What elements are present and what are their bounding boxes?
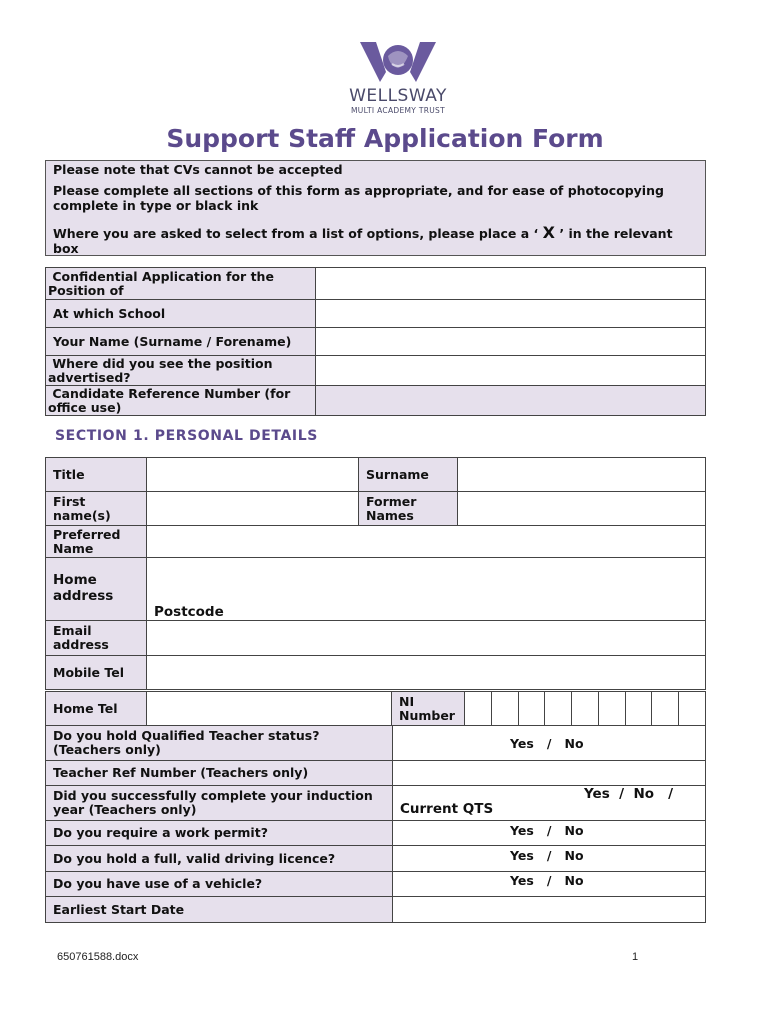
note-select-1: Where you are asked to select from a list of options, please place a ‘ X ’ in the relevant	[53, 223, 673, 242]
teacher-ref-field[interactable]	[393, 761, 706, 786]
vehicle-label: Do you have use of a vehicle?	[46, 872, 393, 897]
position-label: Confidential Application for the Position of	[46, 268, 316, 300]
logo-wordmark: WELLSWAY	[349, 86, 447, 106]
wellsway-w-icon	[358, 38, 438, 84]
school-label: At which School	[46, 300, 316, 328]
ni-box-1[interactable]	[465, 692, 492, 726]
note-complete-2: complete in type or black ink	[53, 198, 259, 213]
former-names-label: Former Names	[359, 492, 458, 526]
surname-field[interactable]	[458, 458, 706, 492]
start-date-label: Earliest Start Date	[46, 897, 393, 923]
personal-details-table	[45, 457, 706, 690]
advertised-label: Where did you see the position advertised?	[46, 356, 316, 386]
your-name-label: Your Name (Surname / Forename)	[46, 328, 316, 356]
wellsway-logo	[338, 38, 458, 115]
home-tel-field[interactable]	[147, 692, 392, 726]
surname-label: Surname	[359, 458, 458, 492]
ni-box-6[interactable]	[598, 692, 625, 726]
instructions-box	[45, 160, 706, 256]
ni-box-3[interactable]	[518, 692, 545, 726]
title-field[interactable]	[147, 458, 359, 492]
postcode-label: Postcode	[154, 604, 224, 620]
ni-box-2[interactable]	[491, 692, 518, 726]
advertised-field[interactable]	[316, 356, 706, 386]
page-title: Support Staff Application Form	[166, 124, 604, 153]
preferred-name-label: Preferred Name	[46, 526, 147, 558]
ni-box-9[interactable]	[679, 692, 706, 726]
qts-yes-no[interactable]: Yes / No	[510, 736, 584, 751]
driving-licence-label: Do you hold a full, valid driving licence?	[46, 846, 393, 872]
driving-licence-yes-no[interactable]: Yes / No	[510, 848, 584, 863]
footer-filename: 650761588.docx	[57, 951, 139, 963]
start-date-field[interactable]	[393, 897, 706, 923]
induction-yes-no[interactable]: Yes / No /	[584, 786, 674, 802]
email-field[interactable]	[147, 621, 706, 656]
home-address-field[interactable]	[147, 558, 706, 621]
ni-number-label: NI Number	[392, 692, 465, 726]
home-tel-label: Home Tel	[46, 692, 147, 726]
section-1-heading: SECTION 1. PERSONAL DETAILS	[55, 428, 318, 444]
candidate-ref-label: Candidate Reference Number (for office use)	[46, 386, 316, 416]
note-select-2: box	[53, 241, 79, 256]
mobile-tel-label: Mobile Tel	[46, 656, 147, 690]
home-address-label: Home address	[46, 558, 147, 621]
induction-label: Did you successfully complete your induction year (Teachers only)	[46, 786, 393, 821]
note-cv: Please note that CVs cannot be accepted	[53, 162, 343, 177]
first-name-label: First name(s)	[46, 492, 147, 526]
former-names-field[interactable]	[458, 492, 706, 526]
qts-label: Do you hold Qualified Teacher status? (Teachers only)	[46, 726, 393, 761]
teacher-ref-label: Teacher Ref Number (Teachers only)	[46, 761, 393, 786]
school-field[interactable]	[316, 300, 706, 328]
ni-box-4[interactable]	[545, 692, 572, 726]
home-tel-table	[45, 691, 706, 726]
work-permit-yes-no[interactable]: Yes / No	[510, 823, 584, 838]
your-name-field[interactable]	[316, 328, 706, 356]
note-complete-1: Please complete all sections of this form as appropriate, and for ease of photocopying	[53, 183, 664, 198]
x-mark: X	[542, 223, 555, 242]
application-table	[45, 267, 706, 416]
vehicle-yes-no[interactable]: Yes / No	[510, 873, 584, 888]
ni-box-7[interactable]	[625, 692, 652, 726]
ni-box-5[interactable]	[572, 692, 599, 726]
mobile-tel-field[interactable]	[147, 656, 706, 690]
current-qts-label: Current QTS	[400, 801, 494, 817]
candidate-ref-field	[316, 386, 706, 416]
footer-page-number: 1	[632, 951, 639, 963]
email-label: Email address	[46, 621, 147, 656]
logo-subtitle: MULTI ACADEMY TRUST	[351, 106, 445, 115]
questions-table	[45, 725, 706, 923]
title-label: Title	[46, 458, 147, 492]
ni-box-8[interactable]	[652, 692, 679, 726]
position-field[interactable]	[316, 268, 706, 300]
first-name-field[interactable]	[147, 492, 359, 526]
preferred-name-field[interactable]	[147, 526, 706, 558]
work-permit-label: Do you require a work permit?	[46, 821, 393, 846]
